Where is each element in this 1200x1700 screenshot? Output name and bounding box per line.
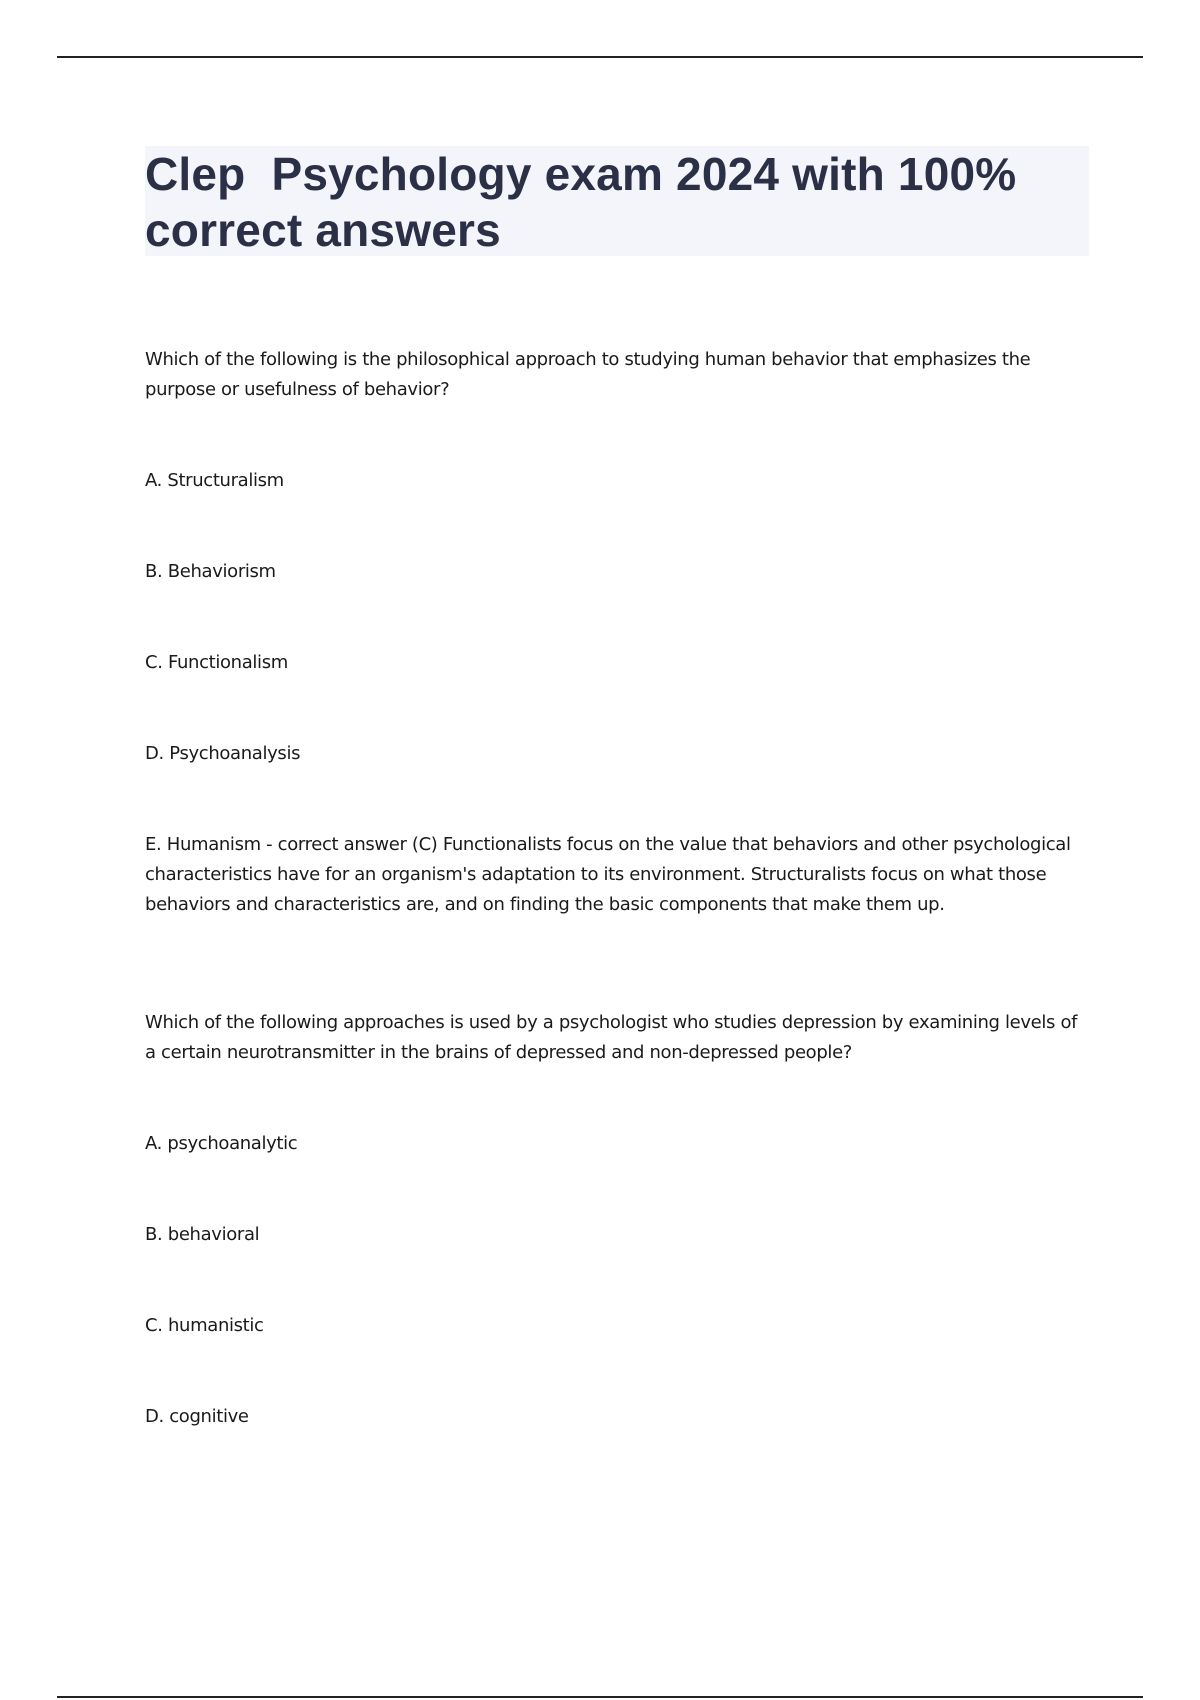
question-2-option-c: C. humanistic <box>145 1315 264 1336</box>
question-2-text: Which of the following approaches is used by a psychologist who studies depression by examining levels of a certain neurotransmitter in the brains of depressed and non-depressed people? <box>145 1012 1078 1063</box>
question-2-option-b: B. behavioral <box>145 1224 260 1245</box>
document-title: Clep Psychology exam 2024 with 100% correct answers <box>145 148 1030 256</box>
question-1-option-c: C. Functionalism <box>145 652 288 673</box>
question-1-text: Which of the following is the philosophical approach to studying human behavior that emphasizes the purpose or usefulness of behavior? <box>145 349 1031 400</box>
question-1-option-d: D. Psychoanalysis <box>145 743 301 764</box>
top-rule <box>57 56 1143 58</box>
question-2-option-d: D. cognitive <box>145 1406 249 1427</box>
question-1-option-b: B. Behaviorism <box>145 561 276 582</box>
question-1-option-e-answer: E. Humanism - correct answer (C) Functionalists focus on the value that behaviors and other psychological characteristics have for an organism's adaptation to its environment. Structuralists focus on what those behaviors and characteristics are, and on finding the basic components that make them up. <box>145 834 1071 915</box>
title-banner <box>145 146 1089 256</box>
question-2-option-a: A. psychoanalytic <box>145 1133 298 1154</box>
bottom-rule <box>57 1696 1143 1698</box>
question-1-option-a: A. Structuralism <box>145 470 284 491</box>
